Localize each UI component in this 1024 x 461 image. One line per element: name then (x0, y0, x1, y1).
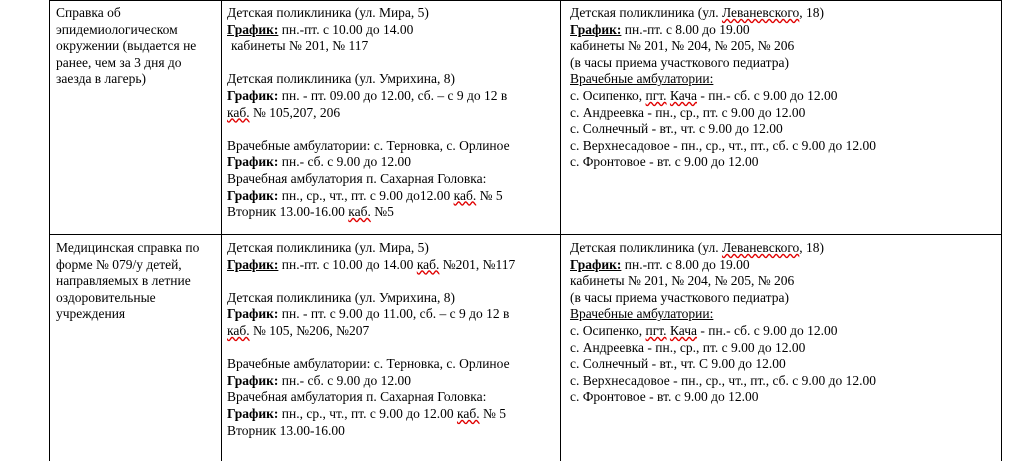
schedule-text: - пн.- сб. с 9.00 до 12.00 (697, 322, 838, 338)
row2-ambulatory-frontovoe: с. Фронтовое - вт. с 9.00 до 12.00 (570, 389, 759, 405)
table-row-divider (49, 234, 1002, 235)
clinic-name-pre: Детская поликлиника (ул. (570, 240, 722, 255)
schedule-text: пн., ср., чт., пт. с 9.00 до 12.00 (278, 405, 457, 421)
row1-leva-clinic-cell (570, 5, 998, 171)
row1-clinic2-rooms (227, 105, 557, 122)
schedule-text: пн.- сб. с 9.00 до 12.00 (278, 154, 411, 170)
row1-clinic2-name: Детская поликлиника (ул. Умрихина, 8) (227, 71, 456, 87)
table-border-left (49, 0, 50, 461)
kab-abbr: каб. (456, 405, 480, 421)
schedule-text: пн.-пт. с 8.00 до 19.00 (621, 256, 750, 272)
rooms-text: № 5 (476, 187, 503, 203)
kab-abbr: каб. (348, 204, 371, 220)
kab-abbr: каб. (227, 322, 250, 338)
schedule-label: График: (227, 87, 279, 103)
schedule-label: График: (227, 187, 279, 203)
schedule-label: График: (227, 306, 279, 322)
table-border-top (49, 0, 1002, 1)
row2-leva-clinic-cell (570, 240, 998, 406)
row1-ambulatories-title: Врачебные амбулатории: (570, 71, 714, 87)
rooms-text: № 5 (479, 405, 506, 421)
row1-clinic1-rooms: кабинеты № 201, № 117 (231, 38, 369, 54)
row1-ambulatory-solnechny: с. Солнечный - вт., чт. с 9.00 до 12.00 (570, 121, 783, 137)
row1-doc-line: заезда в лагерь) (56, 71, 147, 87)
kacha-name: Кача (669, 87, 697, 103)
table-border-right (1001, 0, 1002, 461)
village-text: с. Осипенко, (570, 322, 646, 338)
rooms-text: №5 (370, 204, 394, 220)
row1-doc-line: ранее, чем за 3 дня до (56, 54, 182, 70)
rooms-text: № 105,207, 206 (249, 104, 341, 120)
row2-doc-line: форме № 079/у детей, (56, 256, 182, 272)
schedule-label: График: (227, 372, 279, 388)
row2-doc-line: Медицинская справка по (56, 240, 200, 255)
row1-doc-line: Справка об (56, 5, 121, 20)
row1-leva-note: (в часы приема участкового педиатра) (570, 54, 789, 70)
schedule-text: пн.-пт. с 10.00 до 14.00 (278, 256, 417, 272)
table-divider-col1 (221, 0, 222, 461)
row1-clinic2-schedule (227, 88, 557, 105)
pgt-abbr: пгт. (645, 87, 667, 103)
village-text: с. Осипенко, (570, 87, 646, 103)
row1-children-clinics-cell (227, 5, 557, 221)
schedule-text: пн. - пт. 09.00 до 12.00, сб. – с 9 до 12 в (278, 87, 508, 103)
row2-ambulatory-name: Врачебные амбулатории: с. Терновка, с. Орлиное (227, 356, 510, 372)
row2-ambulatory-andreevka: с. Андреевка - пн., ср., пт. с 9.00 до 12.00 (570, 339, 806, 355)
street-name: Леваневского (721, 240, 800, 255)
schedule-label: График: (570, 21, 622, 37)
kacha-name: Кача (669, 322, 697, 338)
row1-ambulatory-verkhnesadovoe: с. Верхнесадовое - пн., ср., чт., пт., сб. с 9.00 до 12.00 (570, 137, 876, 153)
clinic-name-pre: Детская поликлиника (ул. (570, 5, 722, 20)
row2-sugarhead-schedule (227, 406, 557, 423)
row2-sugarhead-name: Врачебная амбулатория п. Сахарная Головка: (227, 389, 487, 405)
schedule-label: График: (227, 21, 279, 37)
row1-leva-rooms: кабинеты № 201, № 204, № 205, № 206 (570, 38, 795, 54)
row1-tuesday-schedule (227, 204, 557, 221)
row2-tuesday-schedule: Вторник 13.00-16.00 (227, 422, 345, 438)
row1-clinic1-name: Детская поликлиника (ул. Мира, 5) (227, 5, 429, 20)
schedule-text: пн.-пт. с 10.00 до 14.00 (278, 21, 414, 37)
schedule-label: График: (227, 405, 279, 421)
clinic-name-post: , 18) (799, 5, 825, 20)
row1-sugarhead-name: Врачебная амбулатория п. Сахарная Головка: (227, 170, 487, 186)
row1-ambulatory-schedule (227, 154, 557, 171)
table-divider-col2 (560, 0, 561, 461)
schedule-text: - пн.- сб. с 9.00 до 12.00 (697, 87, 838, 103)
row1-leva-clinic-name (570, 5, 998, 22)
row2-clinic1-schedule (227, 257, 557, 274)
schedule-text: пн. - пт. с 9.00 до 11.00, сб. – с 9 до 12 в (278, 306, 510, 322)
row2-doc-line: направляемых в летние (56, 273, 191, 289)
row1-sugarhead-schedule (227, 188, 557, 205)
schedule-text: пн., ср., чт., пт. с 9.00 до12.00 (278, 187, 454, 203)
kab-abbr: каб. (416, 256, 440, 272)
row2-ambulatory-schedule (227, 373, 557, 390)
row1-doc-line: окружении (выдается не (56, 38, 197, 54)
row1-ambulatory-name: Врачебные амбулатории: с. Терновка, с. Орлиное (227, 137, 510, 153)
rooms-text: № 105, №206, №207 (249, 322, 370, 338)
schedule-label: График: (227, 256, 279, 272)
pgt-abbr: пгт. (645, 322, 667, 338)
row1-doc-line: эпидемиологическом (56, 21, 178, 37)
document-table (49, 0, 1002, 461)
row2-ambulatory-solnechny: с. Солнечный - вт., чт. С 9.00 до 12.00 (570, 356, 786, 372)
row2-doc-line: оздоровительные (56, 289, 156, 305)
row2-doc-line: учреждения (56, 306, 126, 322)
row1-ambulatory-andreevka: с. Андреевка - пн., ср., пт. с 9.00 до 12.00 (570, 104, 806, 120)
row2-clinic2-schedule (227, 306, 557, 323)
schedule-text: пн.-пт. с 8.00 до 19.00 (621, 21, 750, 37)
row1-document-cell (56, 5, 218, 88)
kab-abbr: каб. (227, 104, 250, 120)
row1-leva-schedule (570, 22, 998, 39)
kab-abbr: каб. (453, 187, 477, 203)
row2-ambulatory-osipenko (570, 323, 998, 340)
row2-leva-schedule (570, 257, 998, 274)
row1-ambulatory-frontovoe: с. Фронтовое - вт. с 9.00 до 12.00 (570, 154, 759, 170)
schedule-text: пн.- сб. с 9.00 до 12.00 (278, 372, 411, 388)
row2-clinic2-name: Детская поликлиника (ул. Умрихина, 8) (227, 289, 456, 305)
row2-leva-note: (в часы приема участкового педиатра) (570, 289, 789, 305)
row2-clinic2-rooms (227, 323, 557, 340)
tuesday-text: Вторник 13.00-16.00 (227, 204, 349, 220)
row2-children-clinics-cell (227, 240, 557, 439)
rooms-text: №201, №117 (439, 256, 516, 272)
row1-ambulatory-osipenko (570, 88, 998, 105)
row2-ambulatory-verkhnesadovoe: с. Верхнесадовое - пн., ср., чт., пт., сб. с 9.00 до 12.00 (570, 372, 876, 388)
clinic-name-post: , 18) (799, 240, 825, 255)
row2-leva-clinic-name (570, 240, 998, 257)
row2-leva-rooms: кабинеты № 201, № 204, № 205, № 206 (570, 273, 795, 289)
row2-ambulatories-title: Врачебные амбулатории: (570, 306, 714, 322)
street-name: Леваневского (721, 5, 800, 20)
schedule-label: График: (227, 154, 279, 170)
schedule-label: График: (570, 256, 622, 272)
row2-document-cell (56, 240, 218, 323)
row1-clinic1-schedule (227, 22, 557, 39)
row2-clinic1-name: Детская поликлиника (ул. Мира, 5) (227, 240, 429, 255)
